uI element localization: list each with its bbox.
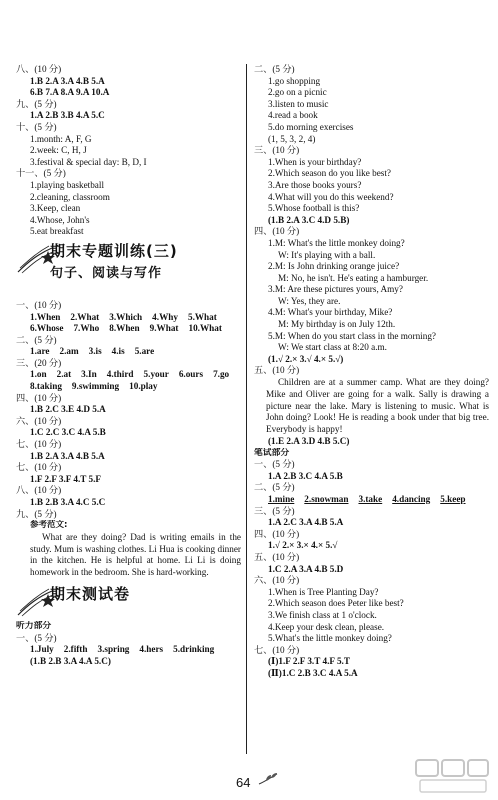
answer-word: 8.taking <box>30 381 62 392</box>
answer-row: 1.A 2.B 3.C 4.A 5.B <box>268 470 343 481</box>
answer-word: 6.ours <box>178 369 204 380</box>
answer-row: 1.A 2.C 3.A 4.B 5.A <box>268 517 344 528</box>
right-column <box>254 64 489 679</box>
answer-word: 5.drinking <box>173 644 215 655</box>
section-heading: 九、(5 分) <box>16 98 57 109</box>
section-heading: 一、(5 分) <box>16 632 57 643</box>
answer-row: 2.cleaning, classroom <box>30 191 110 202</box>
answer-row: 3.festival & special day: B, D, I <box>30 156 147 167</box>
answer-row: (Ⅰ)1.F 2.F 3.T 4.F 5.T <box>268 656 350 667</box>
section-heading: 四、(10 分) <box>254 226 300 237</box>
answer-word: 10.What <box>188 323 222 334</box>
answer-row <box>16 323 241 335</box>
left-column <box>16 64 241 667</box>
answer-row: 1.C 2.A 3.A 4.B 5.D <box>268 563 344 574</box>
answer-word: 2.fifth <box>63 644 88 655</box>
answer-row: 1.go shopping <box>268 75 321 86</box>
page-number: 64 <box>236 775 251 790</box>
answer-word: 5.your <box>143 369 169 380</box>
answer-row <box>16 369 241 381</box>
answer-row: 1.B 2.A 3.A 4.B 5.A <box>30 450 105 461</box>
section-heading: 六、(10 分) <box>16 415 62 426</box>
section-heading: 八、(10 分) <box>16 485 62 496</box>
answer-row <box>254 494 489 506</box>
answer-word: 5.keep <box>440 493 466 504</box>
section-heading: 三、(5 分) <box>254 505 295 516</box>
answer-word: 3.Which <box>109 311 143 322</box>
section-heading: 三、(20 分) <box>16 357 62 368</box>
answer-row: 5.do morning exercises <box>268 121 354 132</box>
answer-word: 1.on <box>30 369 47 380</box>
section-heading: 五、(10 分) <box>254 551 300 562</box>
dialogue-line: W: It's playing with a ball. <box>278 249 376 260</box>
answer-row: 6.B 7.A 8.A 9.A 10.A <box>30 87 110 98</box>
answer-row: (1.E 2.A 3.D 4.B 5.C) <box>268 436 350 447</box>
answer-word: 4.is <box>111 346 125 357</box>
section-heading: 十、(5 分) <box>16 121 57 132</box>
section-heading: 一、(10 分) <box>16 299 62 310</box>
answer-row: 3.Are those books yours? <box>268 179 362 190</box>
column-divider <box>246 64 247 754</box>
section-heading: 七、(10 分) <box>16 439 62 450</box>
answer-row: 5.What's the little monkey doing? <box>268 633 392 644</box>
answer-row: 4.What will you do this weekend? <box>268 191 394 202</box>
section-heading: 二、(5 分) <box>254 64 295 74</box>
answer-word: 1.mine <box>268 493 295 504</box>
answer-row: (Ⅱ)1.C 2.B 3.C 4.A 5.A <box>268 667 358 678</box>
answer-word: 6.Whose <box>30 323 64 334</box>
dialogue-line: M: My birthday is on July 12th. <box>278 319 396 330</box>
part-label: 听力部分 <box>16 620 52 631</box>
answer-row: 2.Which season do you like best? <box>268 168 391 179</box>
answer-row: 3.Keep, clean <box>30 203 81 214</box>
answer-row: 1.√ 2.× 3.× 4.× 5.√ <box>268 540 338 551</box>
answer-word: 7.go <box>213 369 230 380</box>
answer-word: 9.What <box>149 323 179 334</box>
listening-passage: Children are at a summer camp. What are they doing? Mike and Oliver are going for a walk. Sally is drawing a picture near the lake. Mary is listening to music. What is John doing? Look! He is reading a book under that big tree. Everybody is happy! <box>266 377 489 435</box>
dialogue-line: 4.M: What's your birthday, Mike? <box>268 307 393 318</box>
unit-subtitle: 句子、阅读与写作 <box>50 265 163 281</box>
answer-row: 4.Keep your desk clean, please. <box>268 621 385 632</box>
answer-row: (1.B 2.B 3.A 4.A 5.C) <box>30 655 111 666</box>
dialogue-line: 2.M: Is John drinking orange juice? <box>268 261 400 272</box>
answer-row: 1.C 2.C 3.C 4.A 5.B <box>30 427 106 438</box>
reference-label: 参考范文: <box>30 520 68 531</box>
answer-word: 1.are <box>30 346 50 357</box>
exam-heading <box>16 584 241 617</box>
answer-row: 3.We finish class at 1 o'clock. <box>268 609 377 620</box>
answer-word: 2.am <box>59 346 79 357</box>
answer-row <box>16 644 241 656</box>
answer-word: 5.What <box>187 311 217 322</box>
dialogue-line: M: No, he isn't. He's eating a hamburger. <box>278 272 429 283</box>
section-heading: 一、(5 分) <box>254 459 295 470</box>
dialogue-line: W: Yes, they are. <box>278 295 341 306</box>
answer-word: 1.When <box>30 311 61 322</box>
answer-word: 3.take <box>358 493 383 504</box>
section-heading: 三、(10 分) <box>254 145 300 156</box>
answer-row: (1.B 2.A 3.C 4.D 5.B) <box>268 214 350 225</box>
answer-word: 2.What <box>70 311 100 322</box>
section-heading: 二、(5 分) <box>254 482 295 493</box>
answer-row: 1.B 2.B 3.A 4.C 5.C <box>30 497 106 507</box>
answer-word: 1.July <box>30 644 54 655</box>
answer-word: 4.Why <box>152 311 178 322</box>
answer-word: 2.snowman <box>304 493 349 504</box>
answer-row: 1.B 2.C 3.E 4.D 5.A <box>30 404 106 415</box>
answer-word: 4.hers <box>139 644 164 655</box>
answer-row: 2.go on a picnic <box>268 87 327 98</box>
exam-title: 期末测试卷 <box>50 584 131 603</box>
answer-word: 7.Who <box>73 323 100 334</box>
answer-row: (1, 5, 3, 2, 4) <box>268 133 316 144</box>
answer-row: 1.F 2.F 3.F 4.T 5.F <box>30 473 102 484</box>
unit-title: 期末专题训练(三) <box>50 241 178 260</box>
answer-word: 10.play <box>129 381 158 392</box>
part-label: 笔试部分 <box>254 447 290 458</box>
answer-word: 9.swimming <box>71 381 120 392</box>
answer-word: 3.spring <box>97 644 130 655</box>
answer-row: 1.When is Tree Planting Day? <box>268 586 379 597</box>
answer-word: 4.third <box>106 369 134 380</box>
section-heading: 二、(5 分) <box>16 334 57 345</box>
dialogue-line: W: We start class at 8:20 a.m. <box>278 342 387 353</box>
watermark-logo-icon <box>414 756 492 796</box>
answer-row: (1.√ 2.× 3.√ 4.× 5.√) <box>268 353 344 364</box>
section-heading: 七、(10 分) <box>16 462 62 473</box>
answer-row: 2.Which season does Peter like best? <box>268 598 404 609</box>
answer-word: 8.When <box>109 323 140 334</box>
answer-row: 1.A 2.B 3.B 4.A 5.C <box>30 110 105 121</box>
sample-essay: What are they doing? Dad is writing emails in the study. Mum is washing clothes. Li Hua is cooking dinner in the kitchen. He is helpful at home. Li Li is doing homework in the bedroom. She is hard-working. <box>30 531 241 578</box>
answer-word: 3.is <box>88 346 102 357</box>
answer-row: 1.B 2.A 3.A 4.B 5.A <box>30 75 105 86</box>
answer-word: 4.dancing <box>392 493 431 504</box>
answer-row: 2.week: C, H, J <box>30 145 87 156</box>
section-heading: 四、(10 分) <box>16 392 62 403</box>
section-heading: 八、(10 分) <box>16 64 62 74</box>
answer-word: 5.are <box>134 346 155 357</box>
dialogue-line: 1.M: What's the little monkey doing? <box>268 237 405 248</box>
answer-row: 4.read a book <box>268 110 318 121</box>
section-heading: 七、(10 分) <box>254 644 300 655</box>
section-heading: 六、(10 分) <box>254 575 300 586</box>
answer-word: 3.In <box>81 369 97 380</box>
unit-heading <box>16 241 241 296</box>
leaf-ornament-icon <box>258 772 278 786</box>
section-heading: 四、(10 分) <box>254 528 300 539</box>
answer-row: 1.month: A, F, G <box>30 133 92 144</box>
answer-row <box>16 346 241 358</box>
section-heading: 五、(10 分) <box>254 365 300 376</box>
section-heading: 十一、(5 分) <box>16 168 66 179</box>
answer-row: 3.listen to music <box>268 98 329 109</box>
answer-word: 2.at <box>56 369 72 380</box>
answer-row <box>16 381 241 393</box>
dialogue-line: 5.M: When do you start class in the morning? <box>268 330 436 341</box>
answer-row: 5.Whose football is this? <box>268 203 360 214</box>
answer-row <box>16 312 241 324</box>
answer-row: 4.Whose, John's <box>30 214 90 225</box>
answer-row: 1.playing basketball <box>30 179 104 190</box>
answer-row: 1.When is your birthday? <box>268 156 362 167</box>
answer-row: 5.eat breakfast <box>30 226 84 237</box>
section-heading: 九、(5 分) <box>16 508 57 519</box>
dialogue-line: 3.M: Are these pictures yours, Amy? <box>268 284 403 295</box>
